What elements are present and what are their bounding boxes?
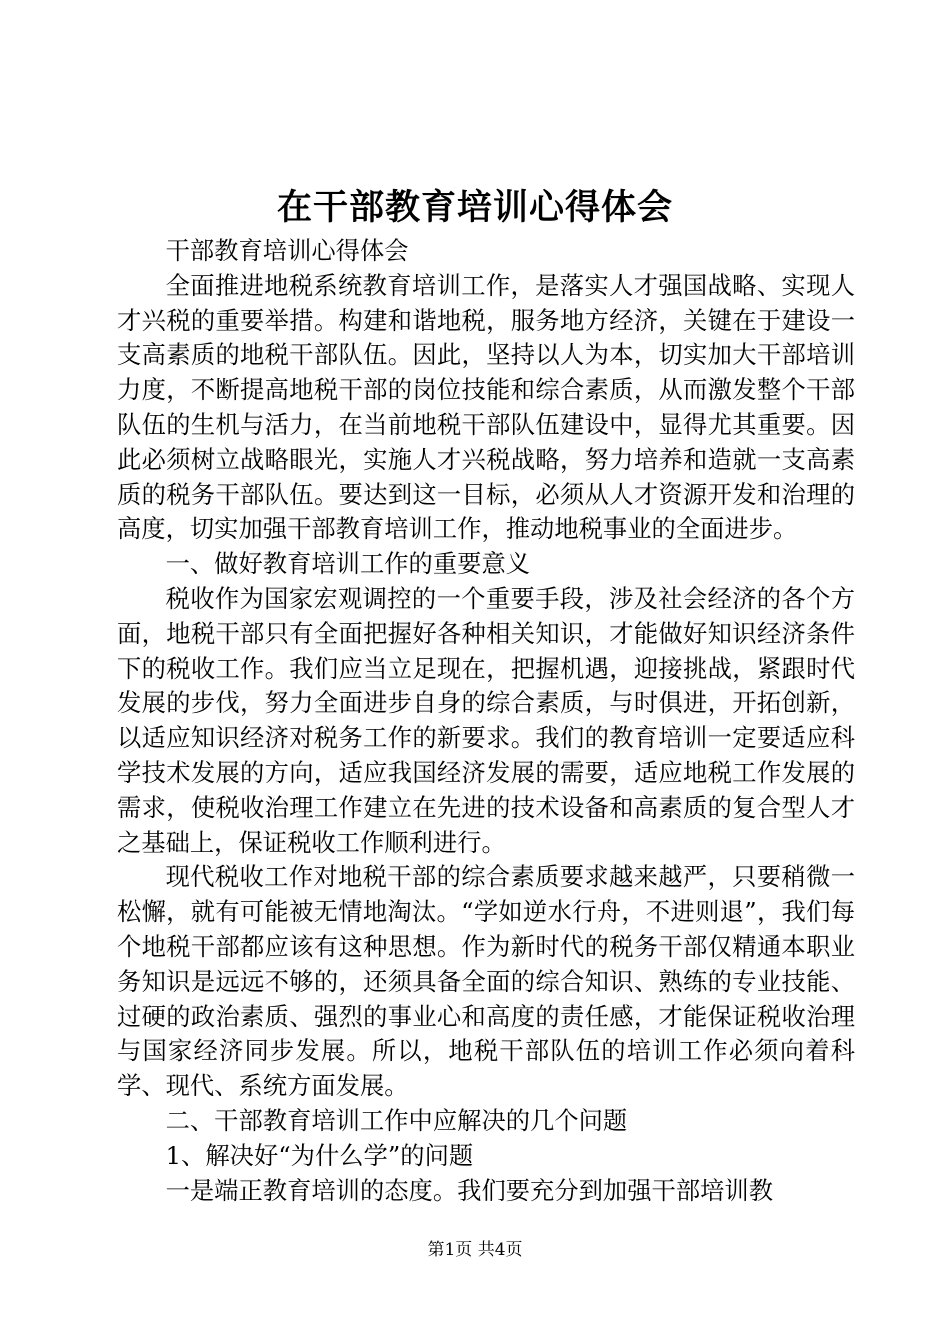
paragraph-significance: 税收作为国家宏观调控的一个重要手段，涉及社会经济的各个方面，地税干部只有全面把握好各种相关知识，才能做好知识经济条件下的税收工作。我们应当立足现在，把握机遇，迎接挑战，紧跟时代发展的步伐，努力全面进步自身的综合素质，与时俱进，开拓创新，以适应知识经济对税务工作的新要求。我们的教育培训一定要适应科学技术发展的方向，适应我国经济发展的需要，适应地税工作发展的需求，使税收治理工作建立在先进的技术设备和高素质的复合型人才之基础上，保证税收工作顺利进行。 bbox=[117, 583, 855, 857]
page-footer: 第1页 共4页 bbox=[427, 1240, 523, 1260]
section-heading-1: 一、做好教育培训工作的重要意义 bbox=[165, 549, 531, 579]
document-title: 在干部教育培训心得体会 bbox=[276, 187, 673, 228]
paragraph-subtitle: 干部教育培训心得体会 bbox=[165, 236, 409, 265]
section-heading-2: 二、干部教育培训工作中应解决的几个问题 bbox=[165, 1105, 628, 1135]
document-body bbox=[117, 234, 855, 1208]
subsection-heading-1: 1、解决好“为什么学”的问题 bbox=[165, 1140, 474, 1170]
paragraph-modern-tax: 现代税收工作对地税干部的综合素质要求越来越严，只要稍微一松懈，就有可能被无情地淘汰。“学如逆水行舟，不进则退”，我们每个地税干部都应该有这种思想。作为新时代的税务干部仅精通本职业务知识是远远不够的，还须具备全面的综合知识、熟练的专业技能、过硬的政治素质、强烈的事业心和高度的责任感，才能保证税收治理与国家经济同步发展。所以，地税干部队伍的培训工作必须向着科学、现代、系统方面发展。 bbox=[117, 862, 855, 1101]
paragraph-attitude: 一是端正教育培训的态度。我们要充分到加强干部培训教 bbox=[165, 1175, 774, 1205]
paragraph-intro: 全面推进地税系统教育培训工作，是落实人才强国战略、实现人才兴税的重要举措。构建和谐地税，服务地方经济，关键在于建设一支高素质的地税干部队伍。因此，坚持以人为本，切实加大干部培训力度，不断提高地税干部的岗位技能和综合素质，从而激发整个干部队伍的生机与活力，在当前地税干部队伍建设中，显得尤其重要。因此必须树立战略眼光，实施人才兴税战略，努力培养和造就一支高素质的税务干部队伍。要达到这一目标，必须从人才资源开发和治理的高度，切实加强干部教育培训工作，推动地税事业的全面进步。 bbox=[117, 270, 855, 544]
